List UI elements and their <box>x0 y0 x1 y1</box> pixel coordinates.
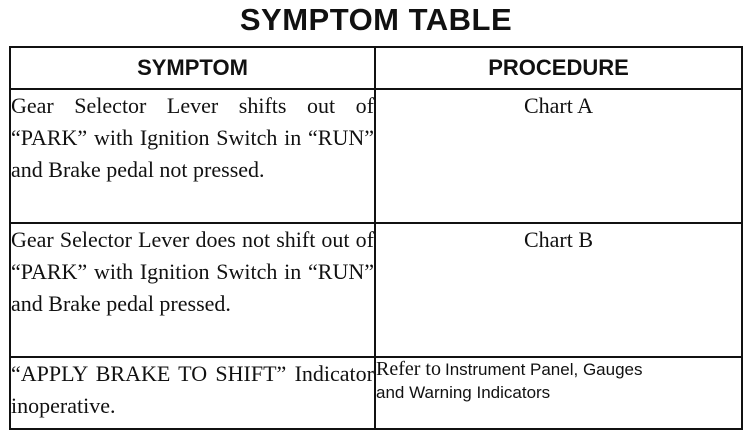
symptom-cell: Gear Selector Lever shifts out of “PARK” with Ignition Switch in “RUN” and Brake pedal not pressed. <box>10 89 375 223</box>
symptom-cell: “APPLY BRAKE TO SHIFT” Indicator inoperative. <box>10 357 375 429</box>
page-title: SYMPTOM TABLE <box>239 2 513 37</box>
table-row <box>10 89 742 223</box>
procedure-cell: Chart A <box>375 89 742 223</box>
symptom-table <box>9 46 743 430</box>
procedure-ref-line2: and Warning Indicators <box>376 383 551 402</box>
symptom-cell: Gear Selector Lever does not shift out of “PARK” with Ignition Switch in “RUN” and Brake pedal pressed. <box>10 223 375 357</box>
procedure-cell: Chart B <box>375 223 742 357</box>
procedure-column-header: PROCEDURE <box>375 47 742 89</box>
table-header-row <box>10 47 742 89</box>
table-row <box>10 223 742 357</box>
symptom-column-header: SYMPTOM <box>10 47 375 89</box>
table-row <box>10 357 742 429</box>
procedure-cell <box>375 357 742 429</box>
procedure-ref-line1: Instrument Panel, Gauges <box>444 360 643 379</box>
procedure-ref-prefix: Refer to <box>376 358 441 380</box>
